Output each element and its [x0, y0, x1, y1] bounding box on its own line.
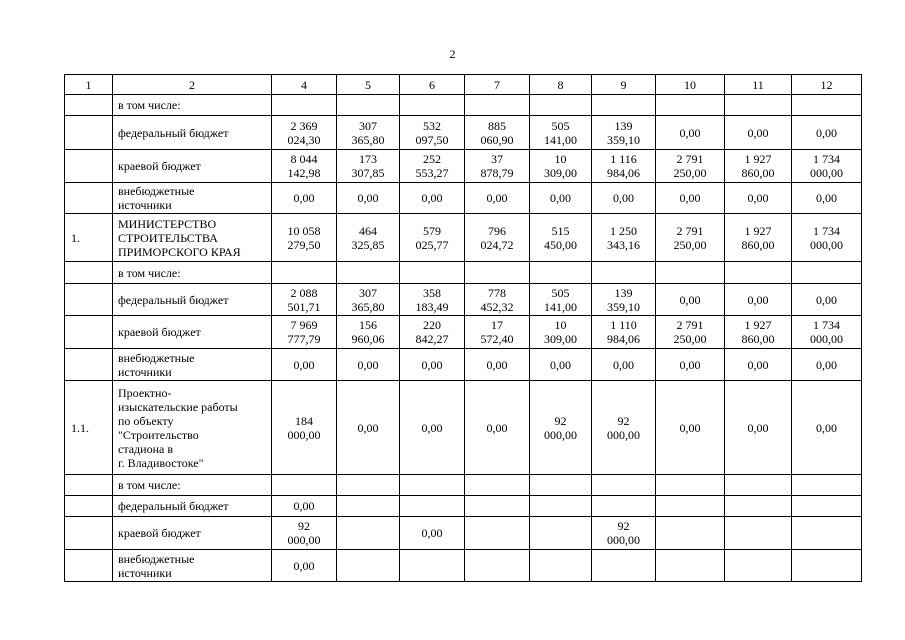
row-code-cell: [65, 183, 113, 214]
row-code-cell: 1.1.: [65, 381, 113, 475]
amount-cell: [592, 95, 656, 116]
header-cell: 8: [530, 75, 592, 95]
amount-cell: 92 000,00: [272, 517, 337, 550]
row-code-cell: [65, 550, 113, 582]
table-row: [65, 150, 862, 183]
amount-cell: [792, 262, 862, 284]
amount-cell: 10 058 279,50: [272, 214, 337, 262]
amount-cell: [465, 95, 530, 116]
header-cell: 11: [725, 75, 792, 95]
amount-cell: 0,00: [272, 183, 337, 214]
amount-cell: 0,00: [530, 183, 592, 214]
amount-cell: [400, 95, 465, 116]
row-name-cell: внебюджетные источники: [113, 183, 272, 214]
amount-cell: 184 000,00: [272, 381, 337, 475]
amount-cell: [656, 550, 725, 582]
row-name-cell: в том числе:: [113, 95, 272, 116]
header-cell: 7: [465, 75, 530, 95]
table-row: [65, 381, 862, 475]
amount-cell: 0,00: [792, 183, 862, 214]
amount-cell: 173 307,85: [337, 150, 400, 183]
amount-cell: 0,00: [465, 349, 530, 381]
amount-cell: [272, 262, 337, 284]
amount-cell: [725, 262, 792, 284]
amount-cell: 796 024,72: [465, 214, 530, 262]
amount-cell: 0,00: [400, 381, 465, 475]
table-row: [65, 316, 862, 349]
amount-cell: 252 553,27: [400, 150, 465, 183]
amount-cell: 0,00: [792, 349, 862, 381]
table-row: [65, 116, 862, 150]
amount-cell: 0,00: [725, 284, 792, 316]
amount-cell: 1 927 860,00: [725, 214, 792, 262]
amount-cell: 0,00: [792, 116, 862, 150]
table-row: [65, 475, 862, 496]
amount-cell: 1 110 984,06: [592, 316, 656, 349]
row-name-cell: внебюджетные источники: [113, 550, 272, 582]
amount-cell: 0,00: [725, 349, 792, 381]
table-row: [65, 496, 862, 517]
amount-cell: 0,00: [725, 116, 792, 150]
amount-cell: 505 141,00: [530, 284, 592, 316]
amount-cell: 220 842,27: [400, 316, 465, 349]
amount-cell: 92 000,00: [592, 517, 656, 550]
amount-cell: 2 791 250,00: [656, 150, 725, 183]
amount-cell: [792, 475, 862, 496]
amount-cell: 2 088 501,71: [272, 284, 337, 316]
amount-cell: [400, 475, 465, 496]
row-code-cell: [65, 95, 113, 116]
amount-cell: [725, 95, 792, 116]
header-cell: 9: [592, 75, 656, 95]
amount-cell: 1 927 860,00: [725, 316, 792, 349]
amount-cell: 505 141,00: [530, 116, 592, 150]
amount-cell: 0,00: [792, 284, 862, 316]
amount-cell: 37 878,79: [465, 150, 530, 183]
amount-cell: [337, 95, 400, 116]
amount-cell: [337, 550, 400, 582]
amount-cell: 464 325,85: [337, 214, 400, 262]
row-name-cell: краевой бюджет: [113, 316, 272, 349]
amount-cell: 1 734 000,00: [792, 214, 862, 262]
amount-cell: 0,00: [592, 349, 656, 381]
amount-cell: [592, 550, 656, 582]
row-code-cell: [65, 349, 113, 381]
amount-cell: [530, 475, 592, 496]
amount-cell: 0,00: [656, 284, 725, 316]
amount-cell: 0,00: [656, 349, 725, 381]
amount-cell: 307 365,80: [337, 284, 400, 316]
amount-cell: 515 450,00: [530, 214, 592, 262]
amount-cell: [465, 262, 530, 284]
amount-cell: 885 060,90: [465, 116, 530, 150]
row-code-cell: 1.: [65, 214, 113, 262]
amount-cell: 0,00: [400, 517, 465, 550]
amount-cell: [337, 496, 400, 517]
amount-cell: 0,00: [272, 349, 337, 381]
table-row: [65, 517, 862, 550]
amount-cell: 2 791 250,00: [656, 316, 725, 349]
amount-cell: 0,00: [725, 183, 792, 214]
amount-cell: 2 791 250,00: [656, 214, 725, 262]
amount-cell: [400, 550, 465, 582]
row-name-cell: федеральный бюджет: [113, 496, 272, 517]
amount-cell: 156 960,06: [337, 316, 400, 349]
row-name-cell: в том числе:: [113, 475, 272, 496]
row-code-cell: [65, 496, 113, 517]
amount-cell: 0,00: [272, 550, 337, 582]
amount-cell: [792, 550, 862, 582]
header-cell: 12: [792, 75, 862, 95]
amount-cell: [792, 95, 862, 116]
amount-cell: [725, 517, 792, 550]
amount-cell: [792, 517, 862, 550]
amount-cell: [656, 475, 725, 496]
table-row: [65, 349, 862, 381]
table-row: [65, 284, 862, 316]
amount-cell: 0,00: [400, 183, 465, 214]
row-name-cell: внебюджетные источники: [113, 349, 272, 381]
row-code-cell: [65, 316, 113, 349]
table-row: [65, 262, 862, 284]
amount-cell: [400, 496, 465, 517]
amount-cell: 92 000,00: [592, 381, 656, 475]
budget-table: [64, 74, 862, 582]
row-code-cell: [65, 262, 113, 284]
amount-cell: 0,00: [400, 349, 465, 381]
amount-cell: 0,00: [725, 381, 792, 475]
amount-cell: 0,00: [337, 381, 400, 475]
amount-cell: 0,00: [530, 349, 592, 381]
table-row: [65, 183, 862, 214]
amount-cell: [725, 475, 792, 496]
amount-cell: 0,00: [337, 183, 400, 214]
amount-cell: [656, 496, 725, 517]
amount-cell: 92 000,00: [530, 381, 592, 475]
table-row: [65, 550, 862, 582]
amount-cell: 0,00: [656, 116, 725, 150]
amount-cell: [465, 475, 530, 496]
header-cell: 5: [337, 75, 400, 95]
amount-cell: [400, 262, 465, 284]
row-name-cell: в том числе:: [113, 262, 272, 284]
header-cell: 4: [272, 75, 337, 95]
amount-cell: 579 025,77: [400, 214, 465, 262]
header-row: [65, 75, 862, 95]
row-code-cell: [65, 284, 113, 316]
amount-cell: 2 369 024,30: [272, 116, 337, 150]
amount-cell: [530, 496, 592, 517]
row-code-cell: [65, 475, 113, 496]
amount-cell: [656, 517, 725, 550]
row-name-cell: краевой бюджет: [113, 517, 272, 550]
header-cell: 10: [656, 75, 725, 95]
amount-cell: [465, 550, 530, 582]
amount-cell: [725, 550, 792, 582]
amount-cell: [530, 262, 592, 284]
amount-cell: [272, 475, 337, 496]
amount-cell: 10 309,00: [530, 316, 592, 349]
amount-cell: [465, 517, 530, 550]
amount-cell: 0,00: [272, 496, 337, 517]
row-name-cell: краевой бюджет: [113, 150, 272, 183]
amount-cell: 0,00: [656, 183, 725, 214]
header-cell: 2: [113, 75, 272, 95]
amount-cell: 358 183,49: [400, 284, 465, 316]
amount-cell: [725, 496, 792, 517]
row-name-cell: федеральный бюджет: [113, 284, 272, 316]
amount-cell: 7 969 777,79: [272, 316, 337, 349]
row-code-cell: [65, 517, 113, 550]
amount-cell: 0,00: [337, 349, 400, 381]
amount-cell: [530, 517, 592, 550]
row-name-cell: федеральный бюджет: [113, 116, 272, 150]
row-name-cell: МИНИСТЕРСТВО СТРОИТЕЛЬСТВА ПРИМОРСКОГО КРАЯ: [113, 214, 272, 262]
amount-cell: [656, 262, 725, 284]
amount-cell: 8 044 142,98: [272, 150, 337, 183]
table-row: [65, 214, 862, 262]
amount-cell: 0,00: [656, 381, 725, 475]
page-number: 2: [449, 47, 456, 61]
amount-cell: 1 734 000,00: [792, 150, 862, 183]
amount-cell: [530, 550, 592, 582]
amount-cell: [792, 496, 862, 517]
amount-cell: 0,00: [465, 381, 530, 475]
amount-cell: [592, 496, 656, 517]
amount-cell: 139 359,10: [592, 116, 656, 150]
amount-cell: 1 734 000,00: [792, 316, 862, 349]
amount-cell: 532 097,50: [400, 116, 465, 150]
amount-cell: [592, 475, 656, 496]
amount-cell: 0,00: [592, 183, 656, 214]
header-cell: 6: [400, 75, 465, 95]
amount-cell: [337, 517, 400, 550]
amount-cell: [337, 475, 400, 496]
row-code-cell: [65, 116, 113, 150]
amount-cell: [465, 496, 530, 517]
amount-cell: [530, 95, 592, 116]
amount-cell: 1 116 984,06: [592, 150, 656, 183]
amount-cell: 17 572,40: [465, 316, 530, 349]
amount-cell: [337, 262, 400, 284]
amount-cell: 0,00: [792, 381, 862, 475]
amount-cell: 778 452,32: [465, 284, 530, 316]
amount-cell: [272, 95, 337, 116]
amount-cell: 307 365,80: [337, 116, 400, 150]
amount-cell: 1 250 343,16: [592, 214, 656, 262]
header-cell: 1: [65, 75, 113, 95]
amount-cell: [592, 262, 656, 284]
table-row: [65, 95, 862, 116]
amount-cell: 1 927 860,00: [725, 150, 792, 183]
amount-cell: 139 359,10: [592, 284, 656, 316]
amount-cell: [656, 95, 725, 116]
amount-cell: 10 309,00: [530, 150, 592, 183]
amount-cell: 0,00: [465, 183, 530, 214]
row-code-cell: [65, 150, 113, 183]
row-name-cell: Проектно- изыскательские работы по объекту "Строительство стадиона в г. Владивостоке": [113, 381, 272, 475]
